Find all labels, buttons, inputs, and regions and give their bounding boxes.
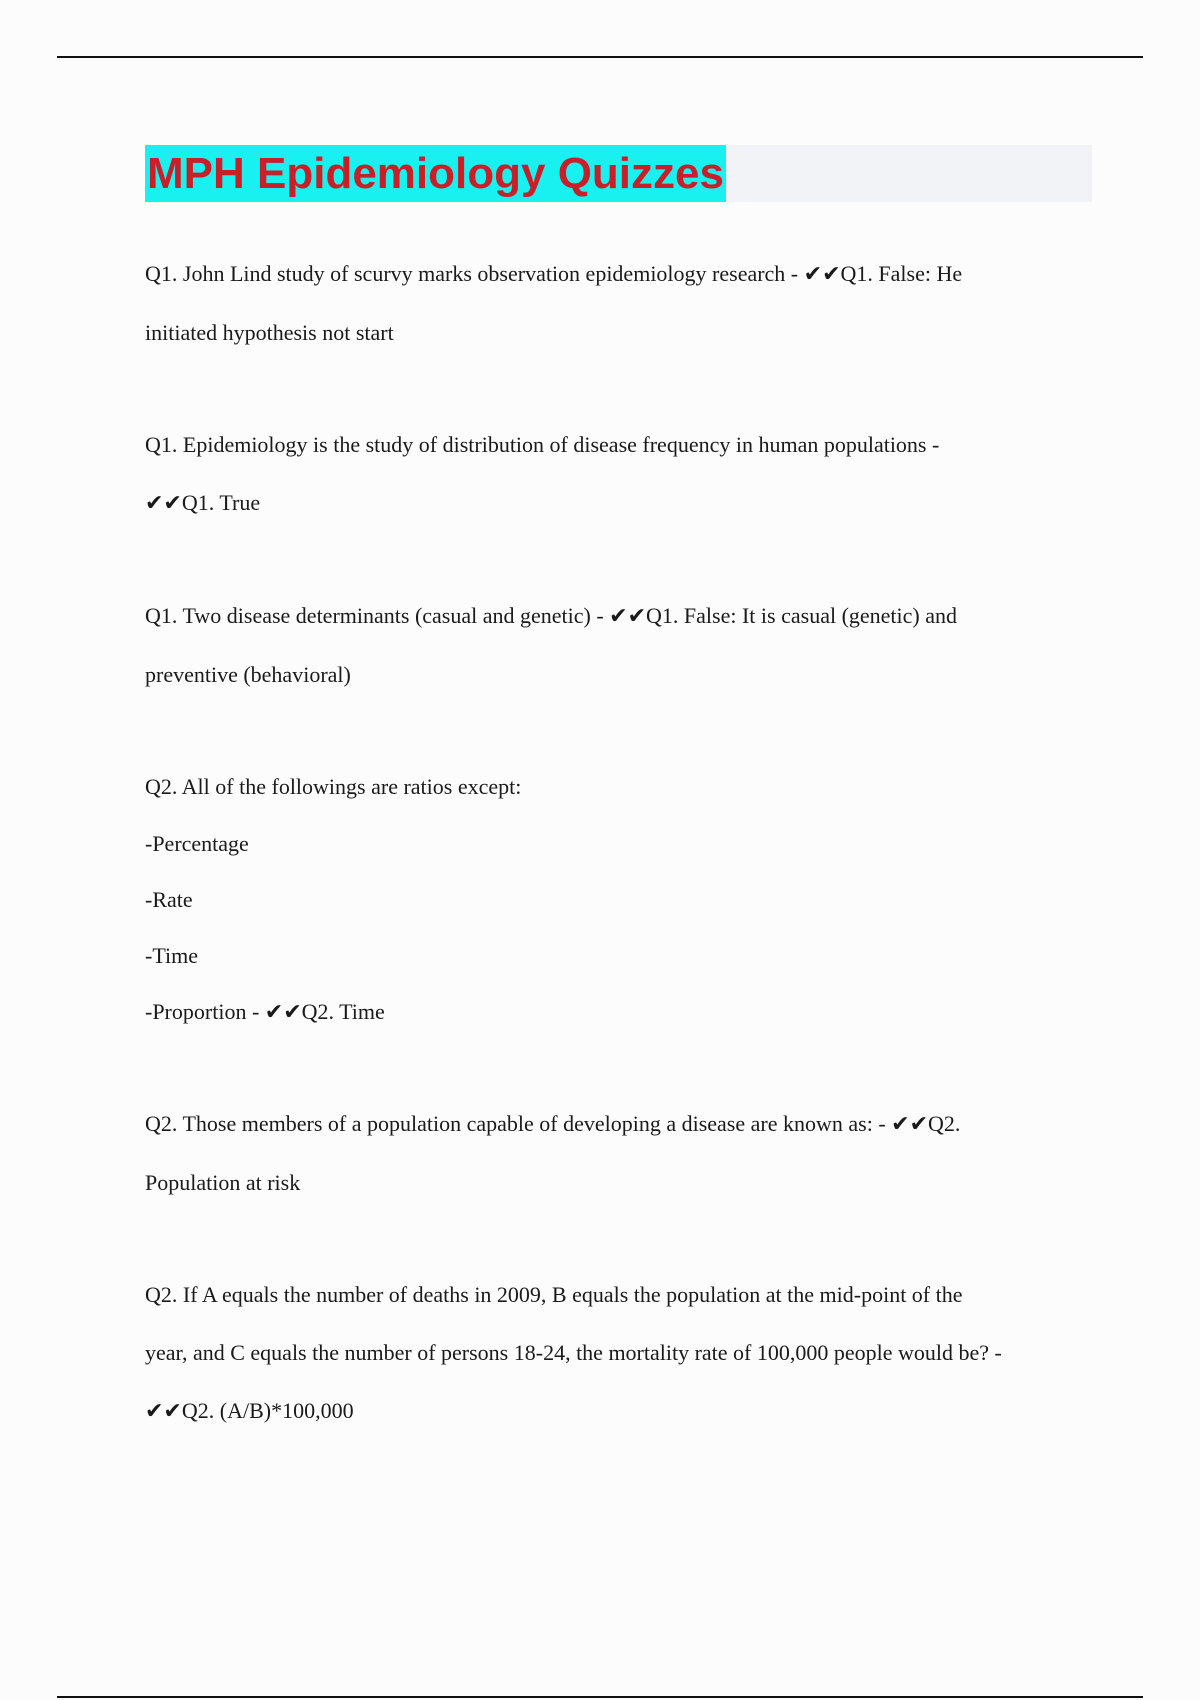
double-check-icon: ✔✔ xyxy=(264,1000,302,1025)
option-item: -Time xyxy=(145,943,198,968)
double-check-icon: ✔✔ xyxy=(609,604,647,629)
double-check-icon: ✔✔ xyxy=(803,262,841,287)
option-item: -Rate xyxy=(145,887,193,912)
quiz-line: Population at risk xyxy=(145,1170,301,1195)
quiz-item-3 xyxy=(145,587,1100,704)
option-item xyxy=(145,984,1100,1041)
question-text: Q1. Epidemiology is the study of distribution of disease frequency in human populations - xyxy=(145,432,940,457)
quiz-line: initiated hypothesis not start xyxy=(145,320,394,345)
quiz-item-2 xyxy=(145,416,1100,533)
question-text: Q2. If A equals the number of deaths in 2009, B equals the population at the mid-point of the xyxy=(145,1282,963,1307)
question-text: Q1. Two disease determinants (casual and genetic) - xyxy=(145,603,610,628)
quiz-line xyxy=(145,1382,1100,1441)
answer-text: Q2. (A/B)*100,000 xyxy=(181,1398,354,1423)
quiz-line xyxy=(145,1095,1100,1154)
answer-text: Q2. Time xyxy=(301,999,385,1024)
question-text: Q1. John Lind study of scurvy marks observation epidemiology research - xyxy=(145,261,804,286)
bottom-rule xyxy=(57,1696,1143,1698)
title-highlight xyxy=(145,145,726,202)
answer-text: Q1. True xyxy=(181,490,261,515)
top-rule xyxy=(57,56,1143,58)
quiz-line xyxy=(145,474,1100,533)
quiz-item-1 xyxy=(145,245,1100,362)
option-text: -Proportion - xyxy=(145,999,265,1024)
quiz-item-4 xyxy=(145,758,1100,1041)
quiz-item-5 xyxy=(145,1095,1100,1212)
quiz-content xyxy=(145,245,1100,1441)
document-title: MPH Epidemiology Quizzes xyxy=(147,149,724,198)
answer-text: Q2. xyxy=(928,1111,961,1136)
question-text: year, and C equals the number of persons 18-24, the mortality rate of 100,000 people would be? - xyxy=(145,1340,1002,1365)
quiz-line: preventive (behavioral) xyxy=(145,662,351,687)
quiz-item-6 xyxy=(145,1266,1100,1441)
quiz-line xyxy=(145,245,1100,304)
answer-text: Q1. False: He xyxy=(840,261,963,286)
double-check-icon: ✔✔ xyxy=(145,491,182,516)
option-item: -Percentage xyxy=(145,831,249,856)
double-check-icon: ✔✔ xyxy=(891,1112,929,1137)
quiz-line xyxy=(145,587,1100,646)
question-text: Q2. All of the followings are ratios except: xyxy=(145,774,522,799)
double-check-icon: ✔✔ xyxy=(145,1399,182,1424)
answer-text: Q1. False: It is casual (genetic) and xyxy=(646,603,958,628)
question-text: Q2. Those members of a population capable of developing a disease are known as: - xyxy=(145,1111,892,1136)
